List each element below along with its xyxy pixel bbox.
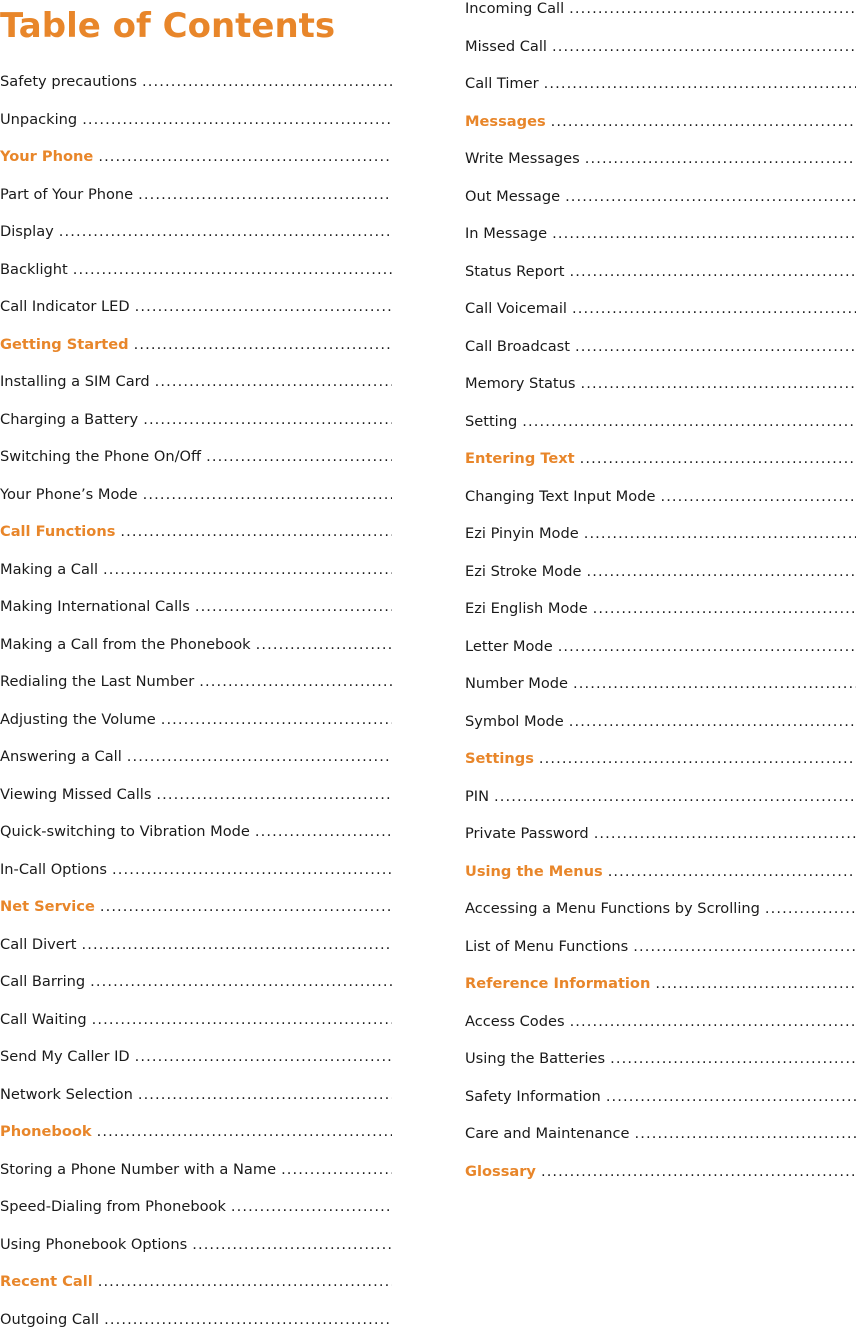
toc-entry-label: Symbol Mode: [465, 712, 564, 730]
dot-leader: [585, 147, 856, 171]
toc-entry-label: Call Indicator LED: [0, 298, 130, 315]
toc-left-column: [0, 0, 392, 1329]
toc-entry-write-messages[interactable]: [465, 147, 856, 171]
toc-entry-label: Adjusting the Volume: [0, 710, 156, 728]
toc-entry-label: Switching the Phone On/Off: [0, 448, 202, 465]
dot-leader: [92, 1008, 392, 1032]
toc-section-recent-call[interactable]: [0, 1270, 392, 1294]
toc-section-phonebook[interactable]: [0, 1120, 392, 1144]
toc-entry-label: Reference Information: [465, 975, 651, 992]
toc-entry-changing-text-input-mode[interactable]: [465, 485, 856, 509]
toc-entry-label: Missed Call: [465, 37, 547, 55]
toc-entry-label: Network Selection: [0, 1085, 133, 1103]
toc-entry-label: Entering Text: [465, 450, 575, 467]
dot-leader: [138, 1083, 392, 1107]
toc-entry-call-timer[interactable]: [465, 72, 856, 96]
toc-entry-ezi-stroke-mode[interactable]: [465, 560, 856, 584]
toc-entry-label: Backlight: [0, 260, 68, 278]
toc-entry-safety-information[interactable]: [465, 1085, 856, 1109]
toc-entry-part-of-your-phone[interactable]: [0, 183, 392, 207]
toc-entry-label: Viewing Missed Calls: [0, 785, 152, 803]
toc-entry-speed-dialing-from-phonebook[interactable]: [0, 1195, 392, 1219]
toc-section-net-service[interactable]: [0, 895, 392, 919]
toc-entry-label: Making a Call: [0, 560, 99, 578]
dot-leader: [606, 1085, 856, 1109]
toc-entry-label: Glossary: [465, 1162, 536, 1180]
dot-leader: [586, 560, 856, 584]
dot-leader: [195, 595, 392, 619]
toc-entry-label: Call Divert: [0, 935, 77, 953]
dot-leader: [134, 333, 392, 357]
dot-leader: [572, 297, 856, 321]
toc-entry-label: Status Report: [465, 262, 565, 280]
toc-entry-label: Changing Text Input Mode: [465, 487, 656, 505]
dot-leader: [569, 0, 856, 21]
toc-entry-label: Net Service: [0, 898, 95, 915]
toc-section-getting-started[interactable]: [0, 333, 392, 357]
toc-entry-out-message[interactable]: [465, 185, 856, 209]
toc-entry-call-waiting[interactable]: [0, 1008, 392, 1032]
dot-leader: [98, 1270, 392, 1294]
toc-entry-setting[interactable]: [465, 410, 856, 434]
toc-entry-ezi-english-mode[interactable]: [465, 597, 856, 621]
toc-entry-viewing-missed-calls[interactable]: [0, 783, 392, 807]
toc-entry-label: Letter Mode: [465, 637, 553, 655]
toc-entry-call-barring[interactable]: [0, 970, 392, 994]
toc-entry-label: Call Functions: [0, 523, 116, 540]
toc-entry-accessing-a-menu-functions-by-scrolling[interactable]: [465, 897, 856, 921]
dot-leader: [112, 858, 392, 882]
dot-leader: [255, 820, 392, 844]
toc-entry-label: Ezi English Mode: [465, 600, 588, 617]
toc-entry-label: Speed-Dialing from Phonebook: [0, 1198, 226, 1215]
toc-entry-memory-status[interactable]: [465, 372, 856, 396]
toc-entry-label: Making International Calls: [0, 598, 190, 615]
toc-entry-adjusting-the-volume[interactable]: [0, 708, 392, 732]
toc-entry-making-a-call[interactable]: [0, 558, 392, 582]
toc-entry-call-broadcast[interactable]: [465, 335, 856, 359]
toc-entry-send-my-caller-id[interactable]: [0, 1045, 392, 1069]
toc-entry-label: Send My Caller ID: [0, 1048, 130, 1065]
toc-entry-using-the-batteries[interactable]: [465, 1047, 856, 1071]
toc-entry-label: Outgoing Call: [0, 1310, 100, 1328]
toc-entry-label: Your Phone: [0, 148, 94, 165]
toc-entry-label: Setting: [465, 412, 518, 430]
dot-leader: [100, 895, 392, 919]
dot-leader: [608, 860, 856, 884]
dot-leader: [765, 897, 856, 921]
dot-leader: [59, 220, 392, 244]
toc-entry-number-mode[interactable]: [465, 672, 856, 696]
toc-entry-label: Call Broadcast: [465, 337, 570, 355]
page-title: Table of Contents: [0, 6, 336, 46]
toc-entry-outgoing-call[interactable]: [0, 1308, 392, 1329]
toc-entry-label: Care and Maintenance: [465, 1125, 630, 1142]
toc-entry-in-call-options[interactable]: [0, 858, 392, 882]
dot-leader: [552, 35, 856, 59]
dot-leader: [575, 335, 856, 359]
toc-entry-redialing-the-last-number[interactable]: [0, 670, 392, 694]
dot-leader: [569, 710, 856, 734]
toc-entry-label: Safety Information: [465, 1087, 601, 1105]
toc-entry-in-message[interactable]: [465, 222, 856, 246]
dot-leader: [494, 785, 856, 809]
dot-leader: [143, 483, 392, 507]
dot-leader: [192, 1233, 392, 1257]
dot-leader: [558, 635, 856, 659]
dot-leader: [633, 935, 856, 959]
toc-entry-label: Making a Call from the Phonebook: [0, 635, 251, 653]
dot-leader: [231, 1195, 392, 1219]
toc-entry-answering-a-call[interactable]: [0, 745, 392, 769]
dot-leader: [570, 1010, 856, 1034]
toc-entry-label: In Message: [465, 225, 548, 242]
toc-entry-label: Write Messages: [465, 150, 580, 167]
toc-entry-label: Out Message: [465, 187, 561, 205]
toc-entry-incoming-call[interactable]: [465, 0, 856, 21]
dot-leader: [135, 1045, 392, 1069]
dot-leader: [552, 222, 856, 246]
toc-entry-label: Settings: [465, 750, 534, 767]
toc-entry-ezi-pinyin-mode[interactable]: [465, 522, 856, 546]
toc-entry-label: Redialing the Last Number: [0, 673, 195, 690]
toc-entry-label: Getting Started: [0, 335, 129, 353]
dot-leader: [143, 408, 392, 432]
toc-entry-label: Display: [0, 223, 54, 240]
toc-entry-label: Storing a Phone Number with a Name: [0, 1160, 277, 1178]
dot-leader: [584, 522, 856, 546]
dot-leader: [565, 185, 856, 209]
toc-entry-label: Part of Your Phone: [0, 185, 134, 203]
toc-entry-label: Ezi Stroke Mode: [465, 562, 582, 580]
toc-entry-label: PIN: [465, 787, 490, 805]
toc-entry-symbol-mode[interactable]: [465, 710, 856, 734]
toc-entry-label: Using the Menus: [465, 862, 603, 880]
toc-entry-label: Call Timer: [465, 75, 539, 92]
toc-entry-display[interactable]: [0, 220, 392, 244]
toc-section-settings[interactable]: [465, 747, 856, 771]
toc-entry-label: Ezi Pinyin Mode: [465, 525, 579, 542]
toc-entry-label: Recent Call: [0, 1273, 93, 1290]
dot-leader: [570, 260, 856, 284]
dot-leader: [161, 708, 392, 732]
toc-entry-label: List of Menu Functions: [465, 937, 629, 955]
toc-entry-your-phones-mode[interactable]: [0, 483, 392, 507]
dot-leader: [82, 933, 392, 957]
toc-entry-letter-mode[interactable]: [465, 635, 856, 659]
dot-leader: [82, 108, 392, 132]
toc-entry-switching-the-phone-on-off[interactable]: [0, 445, 392, 469]
toc-entry-making-international-calls[interactable]: [0, 595, 392, 619]
toc-entry-label: Access Codes: [465, 1012, 565, 1030]
toc-entry-using-phonebook-options[interactable]: [0, 1233, 392, 1257]
dot-leader: [610, 1047, 856, 1071]
toc-entry-status-report[interactable]: [465, 260, 856, 284]
dot-leader: [199, 670, 392, 694]
toc-entry-care-and-maintenance[interactable]: [465, 1122, 856, 1146]
toc-entry-label: Phonebook: [0, 1123, 92, 1140]
dot-leader: [541, 1160, 856, 1184]
toc-entry-quick-switching-to-vibration-mode[interactable]: [0, 820, 392, 844]
dot-leader: [90, 970, 392, 994]
dot-leader: [103, 558, 392, 582]
toc-entry-label: Safety precautions: [0, 73, 138, 90]
toc-entry-missed-call[interactable]: [465, 35, 856, 59]
dot-leader: [581, 372, 856, 396]
toc-entry-label: Messages: [465, 112, 546, 130]
toc-entry-label: Private Password: [465, 825, 589, 842]
toc-section-glossary[interactable]: [465, 1160, 856, 1184]
dot-leader: [135, 295, 392, 319]
dot-leader: [73, 258, 392, 282]
toc-entry-private-password[interactable]: [465, 822, 856, 846]
toc-entry-installing-a-sim-card[interactable]: [0, 370, 392, 394]
dot-leader: [142, 70, 392, 94]
toc-entry-label: Number Mode: [465, 675, 569, 692]
dot-leader: [206, 445, 392, 469]
toc-entry-charging-a-battery[interactable]: [0, 408, 392, 432]
toc-entry-label: Charging a Battery: [0, 410, 139, 428]
toc-entry-call-divert[interactable]: [0, 933, 392, 957]
toc-entry-storing-a-phone-number-with-a-name[interactable]: [0, 1158, 392, 1182]
toc-entry-making-a-call-from-the-phonebook[interactable]: [0, 633, 392, 657]
toc-entry-label: Answering a Call: [0, 748, 122, 765]
dot-leader: [138, 183, 392, 207]
toc-right-column: [465, 0, 856, 1329]
toc-section-entering-text[interactable]: [465, 447, 856, 471]
dot-leader: [539, 747, 856, 771]
toc-entry-unpacking[interactable]: [0, 108, 392, 132]
toc-entry-label: Quick-switching to Vibration Mode: [0, 823, 250, 840]
dot-leader: [156, 783, 392, 807]
dot-leader: [120, 520, 392, 544]
toc-entry-call-voicemail[interactable]: [465, 297, 856, 321]
toc-entry-access-codes[interactable]: [465, 1010, 856, 1034]
dot-leader: [155, 370, 392, 394]
toc-section-call-functions[interactable]: [0, 520, 392, 544]
toc-entry-list-of-menu-functions[interactable]: [465, 935, 856, 959]
dot-leader: [573, 672, 856, 696]
dot-leader: [660, 485, 856, 509]
toc-entry-label: Unpacking: [0, 110, 78, 128]
dot-leader: [522, 410, 856, 434]
toc-section-messages[interactable]: [465, 110, 856, 134]
toc-entry-safety-precautions[interactable]: [0, 70, 392, 94]
dot-leader: [580, 447, 856, 471]
toc-entry-label: Using Phonebook Options: [0, 1235, 188, 1253]
dot-leader: [635, 1122, 856, 1146]
toc-entry-label: Call Barring: [0, 973, 86, 990]
toc-section-using-the-menus[interactable]: [465, 860, 856, 884]
toc-entry-label: Incoming Call: [465, 0, 565, 17]
dot-leader: [544, 72, 856, 96]
toc-section-reference-information[interactable]: [465, 972, 856, 996]
dot-leader: [104, 1308, 392, 1329]
toc-entry-label: Memory Status: [465, 375, 576, 392]
toc-entry-label: Installing a SIM Card: [0, 373, 150, 390]
toc-entry-label: In-Call Options: [0, 860, 108, 878]
toc-entry-pin[interactable]: [465, 785, 856, 809]
toc-entry-label: Using the Batteries: [465, 1050, 606, 1067]
toc-entry-label: Call Waiting: [0, 1010, 87, 1028]
toc-entry-label: Call Voicemail: [465, 300, 567, 317]
dot-leader: [127, 745, 392, 769]
toc-entry-label: Accessing a Menu Functions by Scrolling: [465, 900, 760, 917]
dot-leader: [593, 597, 856, 621]
dot-leader: [97, 1120, 392, 1144]
dot-leader: [655, 972, 856, 996]
toc-section-your-phone[interactable]: [0, 145, 392, 169]
toc-entry-backlight[interactable]: [0, 258, 392, 282]
toc-entry-call-indicator-led[interactable]: [0, 295, 392, 319]
dot-leader: [594, 822, 856, 846]
toc-entry-network-selection[interactable]: [0, 1083, 392, 1107]
dot-leader: [98, 145, 392, 169]
dot-leader: [256, 633, 392, 657]
dot-leader: [281, 1158, 392, 1182]
toc-entry-label: Your Phone’s Mode: [0, 485, 138, 503]
dot-leader: [551, 110, 856, 134]
